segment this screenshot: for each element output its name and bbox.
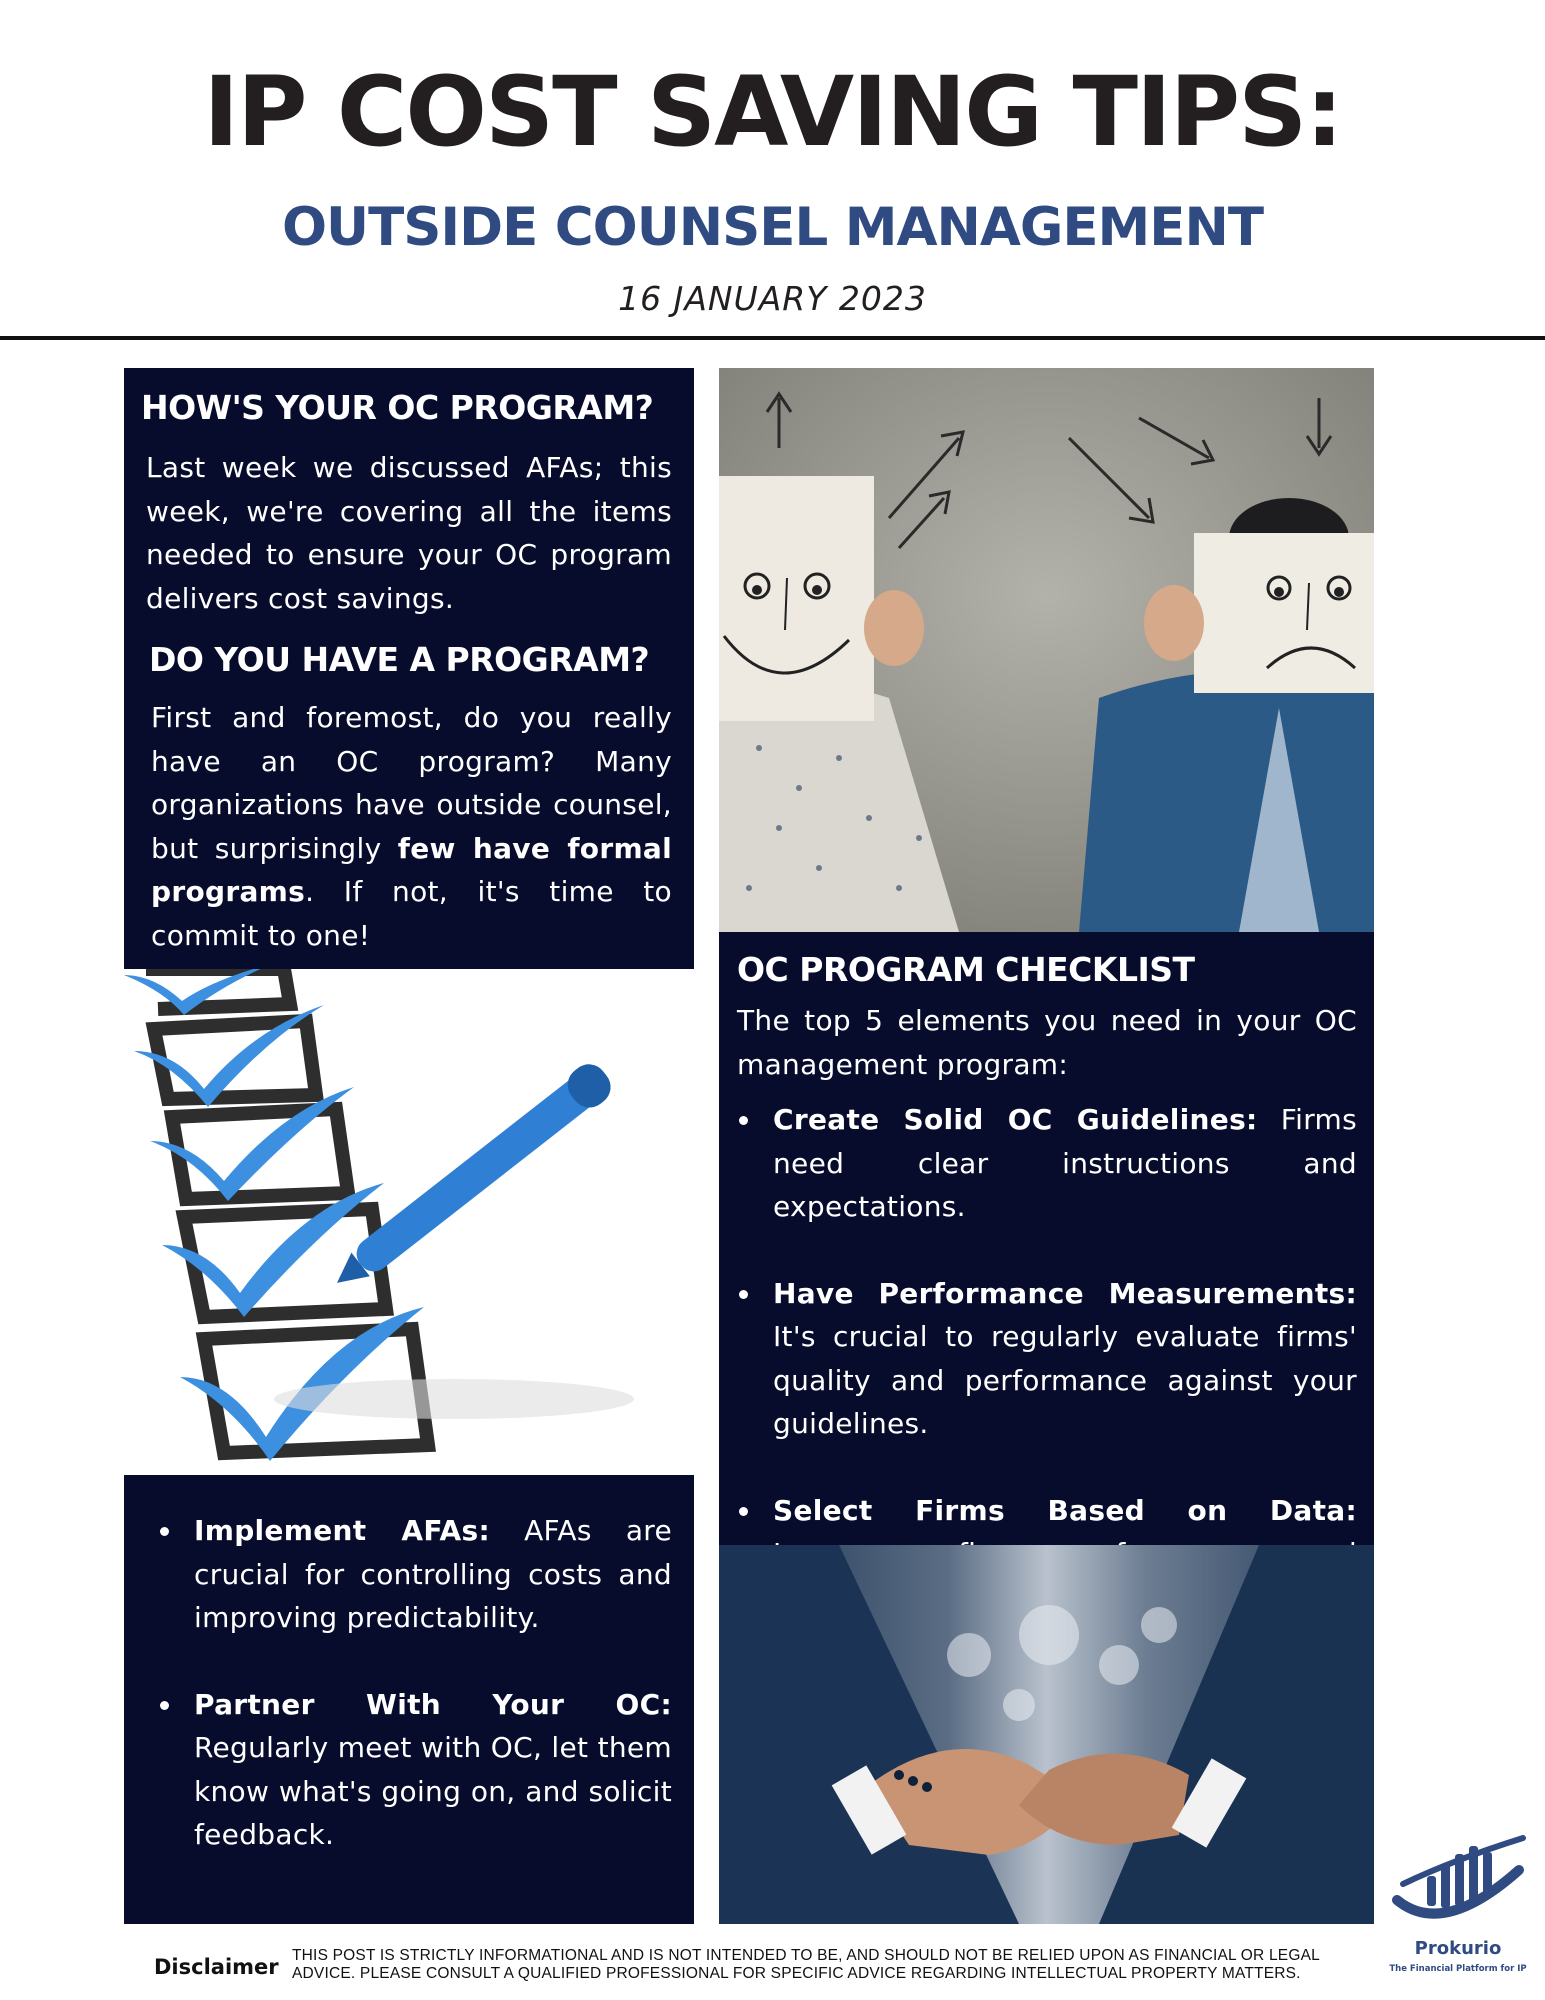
checkmarks-graphic (124, 969, 694, 1475)
have-program-heading: DO YOU HAVE A PROGRAM? (149, 640, 650, 679)
checklist-continued-panel (124, 1475, 694, 1924)
faces-photo (719, 368, 1374, 932)
disclaimer-label: Disclaimer (154, 1955, 279, 1979)
publish-date: 16 JANUARY 2023 (618, 279, 927, 318)
checklist-item: Create Solid OC Guidelines: Firms need clear instructions and expectations. (737, 1098, 1357, 1229)
checklist-item: Select Firms Based on Data: (737, 1489, 1357, 1620)
program-heading: HOW'S YOUR OC PROGRAM? (141, 388, 654, 427)
logo-icon (1383, 1820, 1533, 1940)
page-subtitle: OUTSIDE COUNSEL MANAGEMENT (281, 197, 1264, 258)
handshake-illustration (719, 1545, 1374, 1924)
checklist-illustration (124, 969, 694, 1475)
checklist-item: Have Performance Measurements: It's crucial to regularly evaluate firms' quality and performance against your guidelines. (737, 1272, 1357, 1446)
program-panel (124, 368, 694, 969)
faces-illustration (719, 368, 1374, 932)
handshake-photo (719, 1545, 1374, 1924)
checklist-item: Partner With Your OC: Regularly meet with OC, let them know what's going on, and solicit feedback. (158, 1683, 672, 1857)
program-text: Last week we discussed AFAs; this week, we're covering all the items needed to ensure your OC program delivers cost savings. (146, 451, 672, 615)
checklist-panel (719, 932, 1374, 1545)
page-title: IP COST SAVING TIPS: (203, 56, 1342, 168)
checklist-intro: The top 5 elements you need in your OC management program: (737, 1004, 1357, 1081)
disclaimer-text: THIS POST IS STRICTLY INFORMATIONAL AND IS NOT INTENDED TO BE, AND SHOULD NOT BE RELIED UPON AS FINANCIAL OR LEGAL ADVICE. PLEASE CONSULT A QUALIFIED PROFESSIONAL FOR SPECIFIC ADVICE REGARDING INTELLECTUAL PROPERTY MATTERS. (292, 1947, 1320, 1982)
header-divider (0, 336, 1545, 340)
have-program-text: First and foremost, do you really have an OC program? Many organizations have outside counsel, but surprisingly few have formal programs. If not, it's time to commit to one! (151, 701, 673, 952)
logo-name: Prokurio (1414, 1938, 1502, 1959)
checklist-items (737, 1098, 1357, 1619)
checklist-item: Implement AFAs: AFAs are crucial for controlling costs and improving predictability. (158, 1509, 672, 1640)
checklist-continued-items (158, 1509, 672, 1857)
checklist-heading: OC PROGRAM CHECKLIST (737, 950, 1195, 989)
logo-tagline: The Financial Platform for IP (1389, 1964, 1527, 1974)
